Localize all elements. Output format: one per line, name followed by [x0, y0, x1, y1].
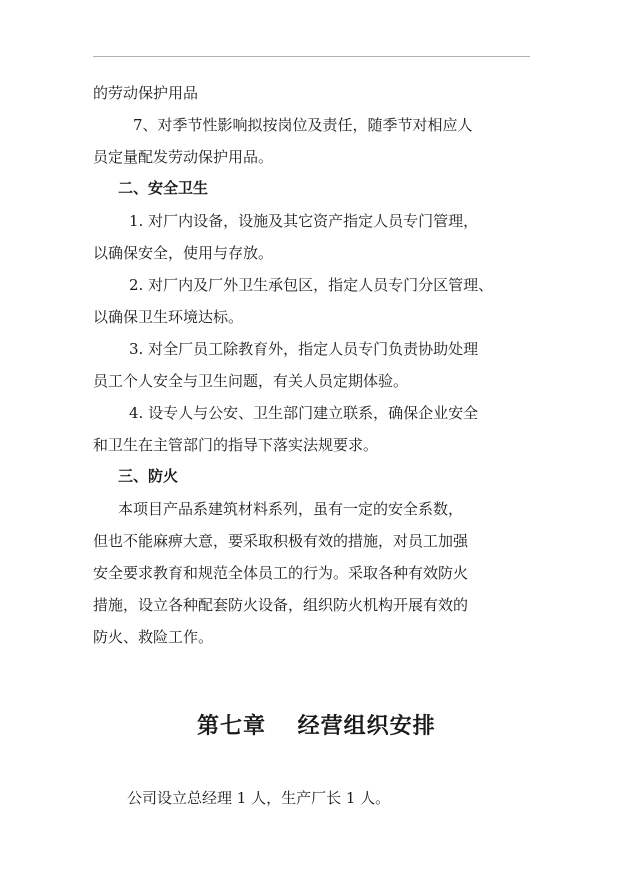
fire-paragraph-line-1: 本项目产品系建筑材料系列，虽有一定的安全系数， [118, 500, 464, 518]
safety-item-1-line-2: 以确保安全，使用与存放。 [93, 244, 274, 262]
safety-item-4-line-2: 和卫生在主管部门的指导下落实法规要求。 [93, 436, 379, 454]
chapter-title: 第七章 经营组织安排 [197, 713, 436, 739]
item7-line-1: 7、对季节性影响拟按岗位及责任，随季节对相应人 [133, 116, 473, 134]
safety-item-3-line-2: 员工个人安全与卫生问题，有关人员定期体验。 [93, 372, 409, 390]
continuation-line: 的劳动保护用品 [93, 84, 199, 102]
section-heading-fire-prevention: 三、防火 [118, 467, 179, 485]
fire-paragraph-line-2: 但也不能麻痹大意，要采取积极有效的措施，对员工加强 [93, 532, 469, 550]
safety-item-3-line-1: 3. 对全厂员工除教育外，指定人员专门负责协助处理 [129, 340, 479, 358]
safety-item-2-line-1: 2. 对厂内及厂外卫生承包区，指定人员专门分区管理、 [129, 276, 494, 294]
safety-item-2-line-2: 以确保卫生环境达标。 [93, 308, 244, 326]
header-rule [93, 56, 530, 57]
section-heading-safety-hygiene: 二、安全卫生 [118, 179, 209, 197]
fire-paragraph-line-4: 措施，设立各种配套防火设备，组织防火机构开展有效的 [93, 596, 469, 614]
fire-paragraph-line-5: 防火、救险工作。 [93, 628, 214, 646]
safety-item-1-line-1: 1. 对厂内设备，设施及其它资产指定人员专门管理， [129, 212, 479, 230]
fire-paragraph-line-3: 安全要求教育和规范全体员工的行为。采取各种有效防火 [93, 564, 469, 582]
chapter-body-line: 公司设立总经理 1 人，生产厂长 1 人。 [127, 789, 391, 807]
safety-item-4-line-1: 4. 设专人与公安、卫生部门建立联系，确保企业安全 [129, 404, 479, 422]
item7-line-2: 员定量配发劳动保护用品。 [93, 148, 274, 166]
